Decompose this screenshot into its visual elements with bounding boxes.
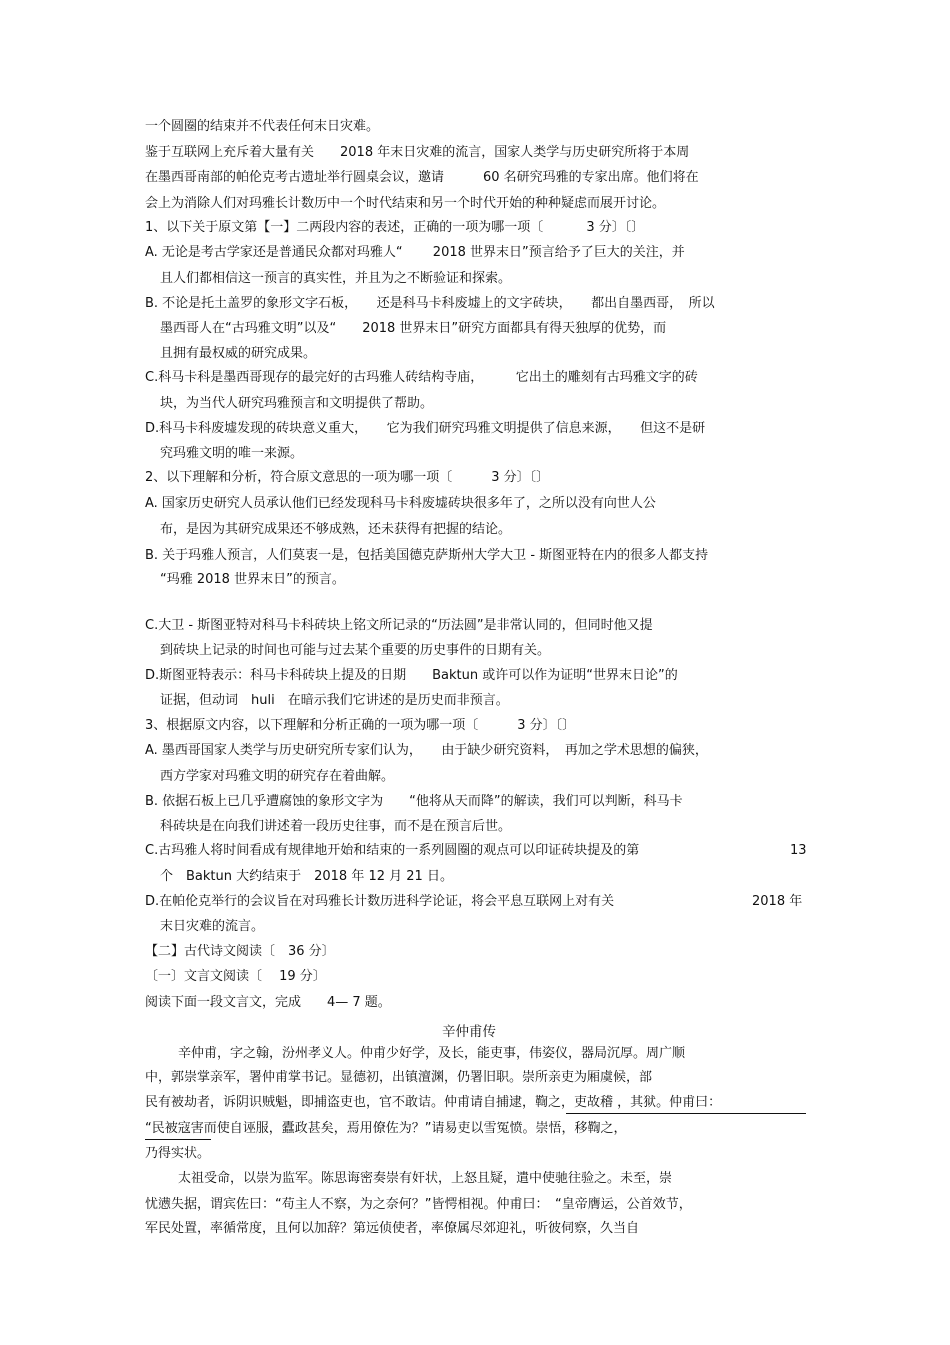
option-c: C.大卫 - 斯图亚特对科马卡科砖块上铭文所记录的“历法圆”是非常认同的，但同时他又提 bbox=[145, 618, 653, 633]
option-d: D.斯图亚特表示：科马卡科砖块上提及的日期 Baktun 或许可以作为证明“世界末日论”的 bbox=[145, 668, 678, 683]
passage-title: 辛仲甫传 bbox=[442, 1024, 496, 1040]
passage-line: 忧懑失据，谓宾佐曰：“苟主人不察，为之奈何？”皆愕相视。仲甫曰： “皇帝膺运，公首效节， bbox=[145, 1197, 692, 1212]
text-line: 在墨西哥南部的帕伦克考古遗址举行圆桌会议，邀请 60 名研究玛雅的专家出席。他们将在 bbox=[145, 170, 699, 185]
passage-line: 太祖受命，以崇为监军。陈思诲密奏崇有奸状，上怒且疑，遣中使驰往验之。未至，崇 bbox=[178, 1171, 673, 1186]
passage-line: 乃得实状。 bbox=[145, 1146, 211, 1161]
passage-line: 军民处置，率循常度，且何以加辞？第远侦使者，率僚属尽郊迎礼，听彼伺察，久当自 bbox=[145, 1221, 640, 1236]
passage-line: 民有被劫者，诉阴识贼魁，即捕盗吏也，官不敢诘。仲甫请自捕逮，鞫之，吏故稽 ，其狱。仲甫曰： bbox=[145, 1095, 722, 1110]
option-a: A. 无论是考古学家还是普通民众都对玛雅人“ 2018 世界末日”预言给予了巨大的关注，并 bbox=[145, 245, 685, 260]
question-2: 2、以下理解和分析，符合原文意思的一项为哪一项〔 3 分〕〔〕 bbox=[145, 470, 550, 485]
section-heading: 【二】古代诗文阅读〔 36 分〕 bbox=[145, 944, 335, 959]
text-line: 会上为消除人们对玛雅长计数历中一个时代结束和另一个时代开始的种种疑虑而展开讨论。 bbox=[145, 196, 666, 211]
option-d: D.科马卡科废墟发现的砖块意义重大， 它为我们研究玛雅文明提供了信息来源， 但这不是研 bbox=[145, 421, 706, 436]
question-3: 3、根据原文内容，以下理解和分析正确的一项为哪一项〔 3 分〕〔〕 bbox=[145, 718, 576, 733]
text-line: 块，为当代人研究玛雅预言和文明提供了帮助。 bbox=[160, 396, 434, 411]
option-a: A. 墨西哥国家人类学与历史研究所专家们认为， 由于缺少研究资料， 再加之学术思想的偏狭， bbox=[145, 743, 708, 758]
underline-mark bbox=[145, 1139, 211, 1140]
text-fragment: 13 bbox=[790, 843, 807, 858]
text-line: 个 Baktun 大约结束于 2018 年 12 月 21 日。 bbox=[160, 869, 453, 884]
passage-line: 辛仲甫，字之翰，汾州孝义人。仲甫少好学，及长，能吏事，伟姿仪，器局沉厚。周广顺 bbox=[178, 1046, 686, 1061]
option-b: B. 依据石板上已几乎遭腐蚀的象形文字为 “他将从天而降”的解读，我们可以判断，科马卡 bbox=[145, 794, 683, 809]
text-line: “玛雅 2018 世界末日”的预言。 bbox=[160, 572, 345, 587]
text-line: 末日灾难的流言。 bbox=[160, 919, 265, 934]
passage-line: 中，郭崇掌亲军，署仲甫掌书记。显德初，出镇澶渊，仍署旧职。崇所亲吏为厢虞候，部 bbox=[145, 1070, 653, 1085]
text-line: 一个圆圈的结束并不代表任何末日灾难。 bbox=[145, 119, 380, 134]
option-b: B. 不论是托土盖罗的象形文字石板， 还是科马卡科废墟上的文字砖块， 都出自墨西哥， 所以 bbox=[145, 296, 715, 311]
question-1: 1、以下关于原文第【一】二两段内容的表述，正确的一项为哪一项〔 3 分〕〔〕 bbox=[145, 220, 645, 235]
text-line: 究玛雅文明的唯一来源。 bbox=[160, 446, 304, 461]
subsection-heading: 〔一〕文言文阅读〔 19 分〕 bbox=[145, 969, 326, 984]
option-c: C.古玛雅人将时间看成有规律地开始和结束的一系列圆圈的观点可以印证砖块提及的第 bbox=[145, 843, 640, 858]
text-line: 证据，但动词 huli 在暗示我们它讲述的是历史而非预言。 bbox=[160, 693, 509, 708]
option-a: A. 国家历史研究人员承认他们已经发现科马卡科废墟砖块很多年了，之所以没有向世人公 bbox=[145, 496, 656, 511]
text-line: 鉴于互联网上充斥着大量有关 2018 年末日灾难的流言，国家人类学与历史研究所将于本周 bbox=[145, 145, 690, 160]
text-line: 墨西哥人在“古玛雅文明”以及“ 2018 世界末日”研究方面都具有得天独厚的优势，而 bbox=[160, 321, 667, 336]
text-line: 布，是因为其研究成果还不够成熟，还未获得有把握的结论。 bbox=[160, 522, 512, 537]
text-line: 且人们都相信这一预言的真实性，并且为之不断验证和探索。 bbox=[160, 271, 512, 286]
underline-mark bbox=[566, 1113, 806, 1114]
option-d: D.在帕伦克举行的会议旨在对玛雅长计数历进科学论证，将会平息互联网上对有关 bbox=[145, 894, 615, 909]
text-line: 到砖块上记录的时间也可能与过去某个重要的历史事件的日期有关。 bbox=[160, 643, 551, 658]
instruction: 阅读下面一段文言文，完成 4— 7 题。 bbox=[145, 995, 391, 1010]
text-line: 且拥有最权威的研究成果。 bbox=[160, 346, 317, 361]
option-b: B. 关于玛雅人预言，人们莫衷一是，包括美国德克萨斯州大学大卫 - 斯图亚特在内的很多人都支持 bbox=[145, 548, 709, 563]
text-line: 西方学家对玛雅文明的研究存在着曲解。 bbox=[160, 769, 395, 784]
passage-line: “民被寇害而使自诬服，蠹政甚矣，焉用僚佐为？”请易吏以雪冤愤。崇悟，移鞫之， bbox=[145, 1121, 627, 1136]
text-line: 科砖块是在向我们讲述着一段历史往事，而不是在预言后世。 bbox=[160, 819, 512, 834]
text-fragment: 2018 年 bbox=[752, 894, 803, 909]
option-c: C.科马卡科是墨西哥现存的最完好的古玛雅人砖结构寺庙， 它出土的雕刻有古玛雅文字的砖 bbox=[145, 370, 698, 385]
